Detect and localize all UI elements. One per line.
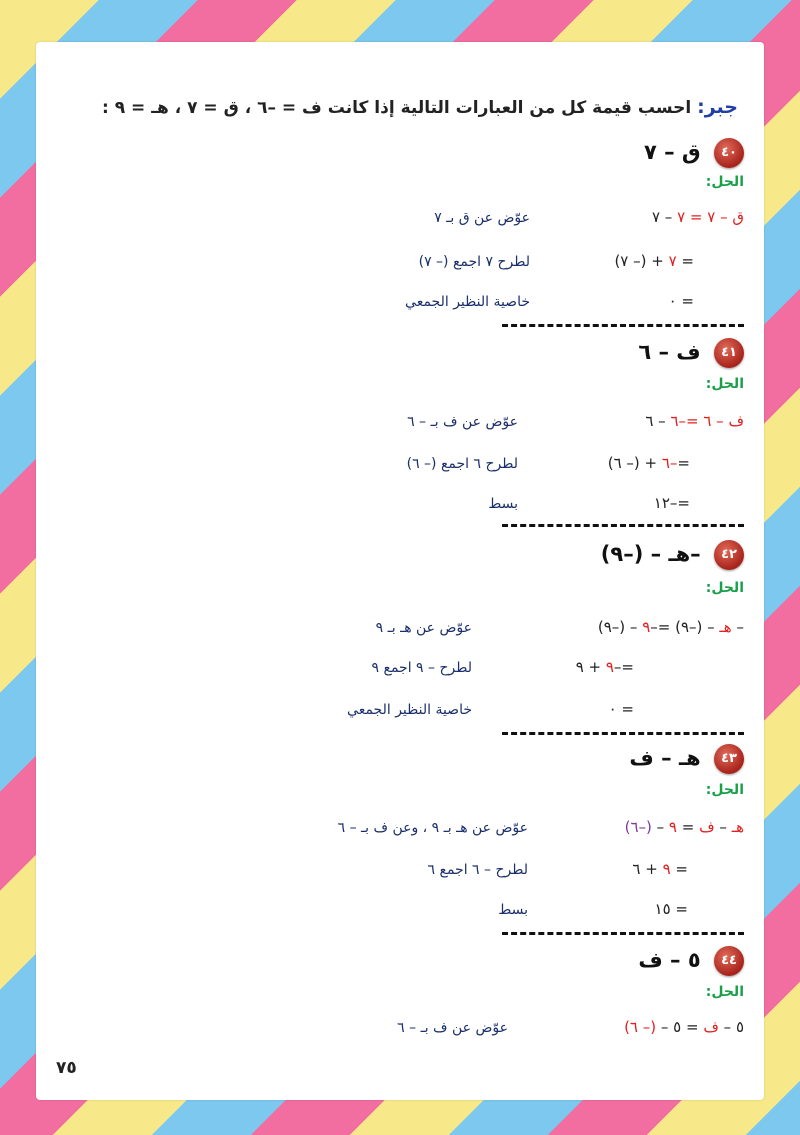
equation-step: [632, 860, 688, 878]
substituted-value: (– ٦): [624, 1018, 657, 1036]
equation-part: ف – ٦ =: [686, 412, 744, 430]
equation-part: + (– ٦): [607, 454, 662, 472]
solution-label: الحل:: [705, 376, 744, 392]
problem-number-badge: ٤٢: [714, 540, 744, 570]
equation-part: – ٧: [651, 208, 678, 226]
step-note: عوّض عن هـ بـ ٩ ، وعن ف بـ – ٦: [337, 820, 528, 836]
equation-step: [614, 252, 694, 270]
variable: ف: [703, 1018, 719, 1036]
step-note: لطرح ٦ اجمع (– ٦): [406, 456, 518, 472]
substituted-value: هـ: [719, 618, 732, 636]
equation-part: = ٥ –: [656, 1018, 704, 1036]
equation-part: ٥ –: [718, 1018, 744, 1036]
divider: [502, 932, 744, 935]
divider: [502, 524, 744, 527]
problem-number-badge: ٤٣: [714, 744, 744, 774]
variable: هـ: [731, 818, 744, 836]
equation-step: [625, 818, 744, 836]
step-note: عوّض عن ف بـ – ٦: [407, 414, 518, 430]
problem-41: [638, 338, 744, 368]
problem-number-badge: ٤٠: [714, 138, 744, 168]
equation-step: =–١٢: [653, 494, 690, 512]
equation-part: =: [676, 818, 700, 836]
substituted-value: –٦: [670, 412, 686, 430]
variable: ف: [699, 818, 715, 836]
equation-part: – ٦: [645, 412, 671, 430]
problem-40: [644, 138, 744, 168]
equation-step: [576, 658, 634, 676]
divider: [502, 732, 744, 735]
equation-step: [652, 208, 744, 226]
substituted-value: ٧: [677, 208, 686, 226]
equation-part: + ٩: [575, 658, 606, 676]
problem-43: [629, 744, 744, 774]
instruction-header: [102, 96, 738, 118]
problem-expression: ٥ – ف: [638, 948, 701, 972]
equation-step: [598, 618, 744, 636]
problem-44: [638, 946, 744, 976]
step-note: لطرح ٧ اجمع (– ٧): [418, 254, 530, 270]
equation-part: ق – ٧ =: [685, 208, 744, 226]
substituted-value: ٩: [662, 860, 671, 878]
problem-42: [601, 540, 744, 570]
equation-step: [645, 412, 744, 430]
equation-part: –: [714, 818, 732, 836]
substituted-value: ٩: [642, 618, 651, 636]
problem-number-badge: ٤٤: [714, 946, 744, 976]
equation-part: =: [676, 252, 694, 270]
equation-part: – (–٩): [597, 618, 643, 636]
step-note: عوّض عن هـ بـ ٩: [375, 620, 472, 636]
equation-part: –: [731, 618, 744, 636]
substituted-value: –٦: [661, 454, 678, 472]
equation-part: –: [651, 818, 669, 836]
problem-number-badge: ٤١: [714, 338, 744, 368]
step-note: لطرح – ٦ اجمع ٦: [427, 862, 528, 878]
instruction-text: احسب قيمة كل من العبارات التالية إذا كانت ف = –٦ ، ق = ٧ ، هـ = ٩ :: [102, 98, 692, 118]
equation-step: = ٠: [608, 700, 634, 718]
substituted-value: (–٦): [624, 818, 652, 836]
equation-part: + ٦: [632, 860, 663, 878]
equation-part: – (–٩) =–: [650, 618, 720, 636]
equation-part: =: [677, 454, 690, 472]
equation-step: [608, 454, 690, 472]
solution-label: الحل:: [705, 174, 744, 190]
substituted-value: ٩: [668, 818, 677, 836]
page-number: ٧٥: [56, 1058, 77, 1078]
worksheet-page: [36, 42, 764, 1100]
problem-expression: ف – ٦: [638, 340, 701, 364]
equation-part: =–: [613, 658, 634, 676]
solution-label: الحل:: [705, 782, 744, 798]
problem-expression: هـ – ف: [629, 746, 701, 770]
divider: [502, 324, 744, 327]
equation-part: + (– ٧): [614, 252, 669, 270]
equation-step: = ٠: [668, 292, 694, 310]
step-note: عوّض عن ف بـ – ٦: [397, 1020, 508, 1036]
step-note: بسط: [488, 496, 518, 512]
problem-expression: –هـ – (–٩): [600, 542, 701, 566]
step-note: لطرح – ٩ اجمع ٩: [371, 660, 472, 676]
equation-step: [624, 1018, 744, 1036]
problem-expression: ق – ٧: [643, 140, 701, 164]
equation-part: =: [670, 860, 688, 878]
solution-label: الحل:: [705, 580, 744, 596]
substituted-value: ٩: [605, 658, 614, 676]
step-note: خاصية النظير الجمعي: [405, 294, 530, 310]
step-note: خاصية النظير الجمعي: [347, 702, 472, 718]
substituted-value: ٧: [668, 252, 677, 270]
solution-label: الحل:: [705, 984, 744, 1000]
equation-step: = ١٥: [654, 900, 688, 918]
section-tag: جبر:: [697, 96, 738, 118]
step-note: عوّض عن ق بـ ٧: [434, 210, 530, 226]
step-note: بسط: [498, 902, 528, 918]
